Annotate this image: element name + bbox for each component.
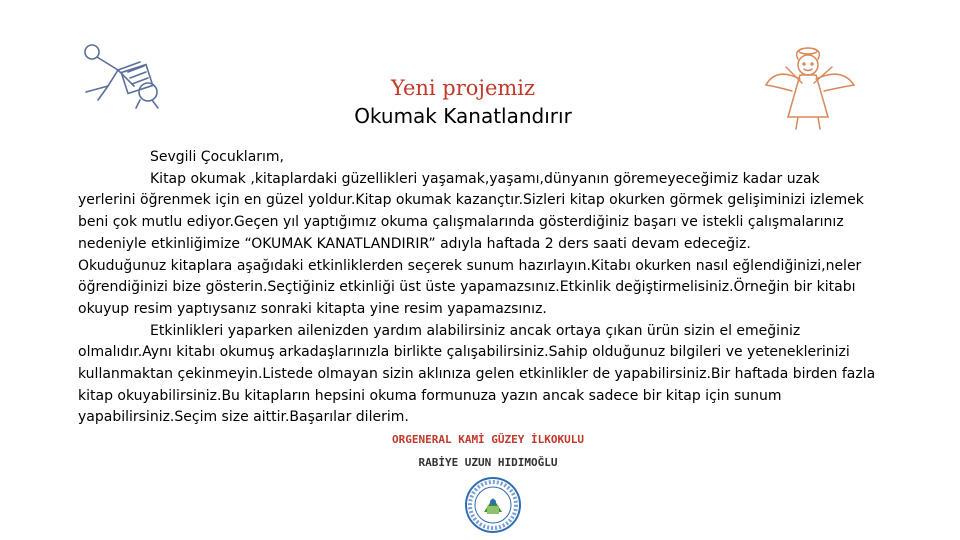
- letter-line: yapabilirsiniz.Seçim size aittir.Başarılar dilerim.: [78, 409, 409, 426]
- letter-line: nedeniyle etkinliğimize “OKUMAK KANATLANDIRIR” adıyla haftada 2 ders saati devam edeceğiz.: [78, 235, 751, 252]
- project-subtitle: Yeni projemiz: [390, 76, 536, 100]
- letter-line: Sevgili Çocuklarım,: [150, 149, 285, 165]
- letter-line: okuyup resim yaptıysanız sonraki kitapta yine resim yapamazsınız.: [78, 300, 547, 317]
- letter-line: öğrendiğinizi bize gösterin.Seçtiğiniz etkinliği üst üste yapamazsınız.Etkinlik değiştirmelisiniz.Örneğin bir kitabı: [78, 279, 856, 296]
- letter-line: Kitap okumak ,kitaplardaki güzellikleri yaşamak,yaşamı,dünyanın göremeyeceğimiz kadar uzak: [150, 170, 820, 187]
- school-name: ORGENERAL KAMİ GÜZEY İLKOKULU: [391, 433, 585, 446]
- letter-line: kitap okuyabilirsiniz.Bu kitapların hepsini okuma formunuza yazın ancak sadece bir kitap için sunum: [78, 387, 782, 404]
- school-seal-icon: [464, 476, 522, 534]
- page-title: Okumak Kanatlandırır: [354, 104, 572, 128]
- letter-body: [78, 147, 904, 429]
- teacher-name: RABİYE UZUN HIDIMOĞLU: [418, 456, 558, 469]
- letter-line: Etkinlikleri yaparken ailenizden yardım alabilirsiniz ancak ortaya çıkan ürün sizin el emeğiniz: [150, 322, 801, 339]
- letter-line: Okuduğunuz kitaplara aşağıdaki etkinliklerden seçerek sunum hazırlayın.Kitabı okurken nasıl eğlendiğinizi,neler: [78, 257, 862, 274]
- letter-line: olmalıdır.Aynı kitabı okumuş arkadaşlarınızla birlikte çalışabilirsiniz.Sahip olduğunuz bilgileri ve yeteneklerinizi: [78, 344, 850, 361]
- letter-line: beni çok mutlu ediyor.Geçen yıl yaptığımız okuma çalışmalarında gösterdiğiniz başarı ve istekli çalışmalarınız: [78, 214, 844, 231]
- letter-line: kullanmaktan çekinmeyin.Listede olmayan sizin aklınıza gelen etkinlikler de yapabilirsiniz.Bir haftada birden fazla: [78, 366, 876, 383]
- letter-line: yerlerini öğrenmek için en güzel yoldur.Kitap okumak kazançtır.Sizleri kitap okurken görmek gelişiminizi izlemek: [78, 192, 864, 209]
